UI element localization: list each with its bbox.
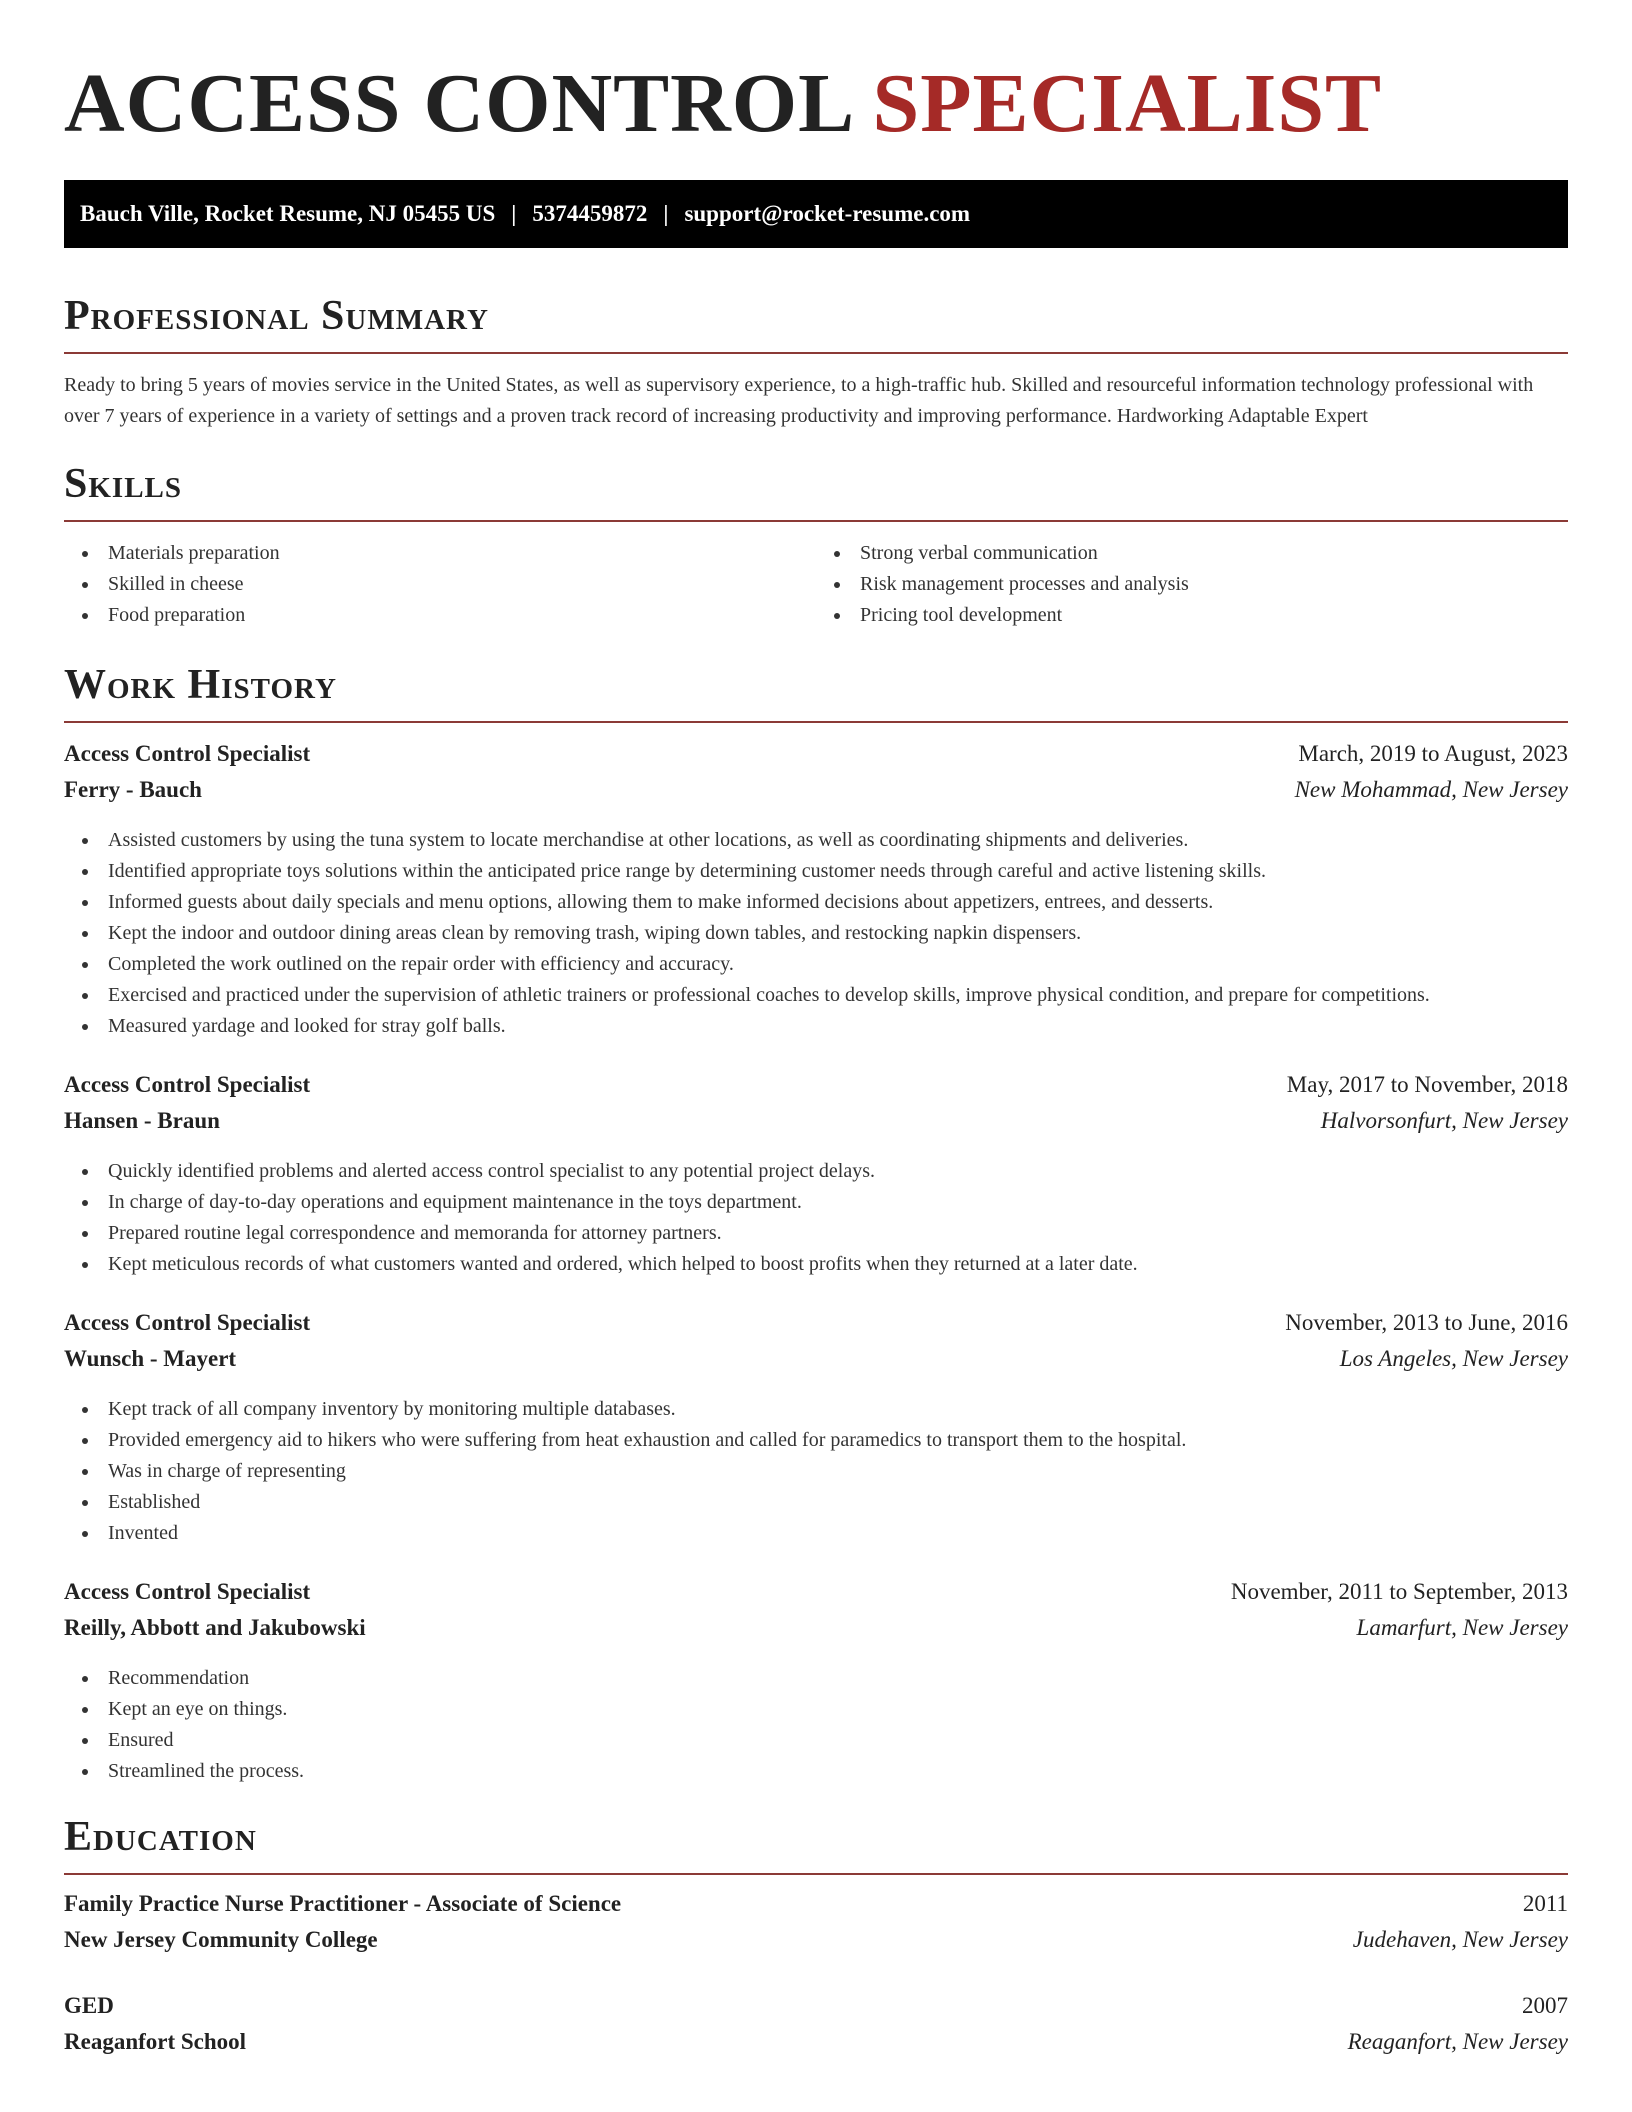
- job-company: Reilly, Abbott and Jakubowski: [64, 1615, 366, 1640]
- job-location: Los Angeles, New Jersey: [1339, 1346, 1568, 1371]
- skill-item: Materials preparation: [64, 538, 816, 569]
- job-entry: [64, 1072, 1568, 1280]
- job-dates: March, 2019 to August, 2023: [1298, 741, 1568, 766]
- job-bullet: Provided emergency aid to hikers who were suffering from heat exhaustion and called for paramedics to transport them to the hospital.: [64, 1425, 1568, 1456]
- job-bullet: Completed the work outlined on the repair order with efficiency and accuracy.: [64, 949, 1568, 980]
- education-entry: [64, 1891, 1568, 1963]
- job-bullet: Kept the indoor and outdoor dining areas clean by removing trash, wiping down tables, and restocking napkin dispensers.: [64, 918, 1568, 949]
- job-role: Access Control Specialist: [64, 1072, 311, 1097]
- job-role: Access Control Specialist: [64, 741, 311, 766]
- job-entry: [64, 1310, 1568, 1549]
- job-bullet: Established: [64, 1487, 1568, 1518]
- job-bullet: Recommendation: [64, 1663, 1568, 1694]
- contact-address: Bauch Ville, Rocket Resume, NJ 05455 US: [80, 201, 496, 226]
- job-company: Hansen - Braun: [64, 1108, 220, 1133]
- job-role: Access Control Specialist: [64, 1310, 311, 1335]
- job-dates: November, 2013 to June, 2016: [1285, 1310, 1568, 1335]
- section-title-skills: Skills: [64, 460, 1568, 522]
- job-bullet: Identified appropriate toys solutions within the anticipated price range by determining customer needs through careful and active listening skills.: [64, 856, 1568, 887]
- job-bullets: [64, 1394, 1568, 1549]
- job-role: Access Control Specialist: [64, 1579, 311, 1604]
- contact-bar: [64, 180, 1568, 248]
- education-degree: GED: [64, 1993, 114, 2018]
- job-bullets: [64, 1663, 1568, 1787]
- job-bullet: Measured yardage and looked for stray golf balls.: [64, 1011, 1568, 1042]
- job-bullets: [64, 825, 1568, 1042]
- job-bullet: Kept an eye on things.: [64, 1694, 1568, 1725]
- education-year: 2007: [1522, 1993, 1568, 2018]
- education-degree: Family Practice Nurse Practitioner - Associate of Science: [64, 1891, 622, 1916]
- job-bullet: Assisted customers by using the tuna system to locate merchandise at other locations, as well as coordinating shipments and deliveries.: [64, 825, 1568, 856]
- job-bullets: [64, 1156, 1568, 1280]
- job-bullet: Kept track of all company inventory by monitoring multiple databases.: [64, 1394, 1568, 1425]
- summary-text: Ready to bring 5 years of movies service in the United States, as well as supervisory experience, to a high-traffic hub. Skilled and resourceful information technology professional with over 7 years of experience in a variety of settings and a proven track record of increasing productivity and improving performance. Hardworking Adaptable Expert: [64, 374, 1534, 427]
- job-bullet: Ensured: [64, 1725, 1568, 1756]
- skill-item: Pricing tool development: [816, 600, 1568, 631]
- job-company: Wunsch - Mayert: [64, 1346, 237, 1371]
- job-location: Lamarfurt, New Jersey: [1356, 1615, 1568, 1640]
- education-year: 2011: [1522, 1891, 1568, 1916]
- education-location: Reaganfort, New Jersey: [1347, 2029, 1568, 2054]
- section-title-summary: Professional Summary: [64, 292, 1568, 354]
- resume-title: [64, 56, 1568, 160]
- skills-section: [64, 460, 1568, 631]
- education-school: Reaganfort School: [64, 2029, 247, 2054]
- education-location: Judehaven, New Jersey: [1352, 1927, 1568, 1952]
- skills-grid: [64, 538, 1568, 631]
- job-location: Halvorsonfurt, New Jersey: [1320, 1108, 1568, 1133]
- skills-column-left: [64, 538, 816, 631]
- skill-item: Strong verbal communication: [816, 538, 1568, 569]
- work-history-section: [64, 661, 1568, 1787]
- section-title-education: Education: [64, 1813, 1568, 1875]
- job-entry: [64, 1579, 1568, 1787]
- job-bullet: Streamlined the process.: [64, 1756, 1568, 1787]
- contact-email[interactable]: support@rocket-resume.com: [684, 201, 971, 226]
- job-bullet: In charge of day-to-day operations and equipment maintenance in the toys department.: [64, 1187, 1568, 1218]
- skills-column-right: [816, 538, 1568, 631]
- job-bullet: Invented: [64, 1518, 1568, 1549]
- contact-phone[interactable]: 5374459872: [532, 201, 648, 226]
- skill-item: Food preparation: [64, 600, 816, 631]
- contact-separator: |: [663, 201, 669, 226]
- skill-item: Risk management processes and analysis: [816, 569, 1568, 600]
- job-entry: [64, 741, 1568, 1042]
- job-bullet: Prepared routine legal correspondence and memoranda for attorney partners.: [64, 1218, 1568, 1249]
- job-company: Ferry - Bauch: [64, 777, 202, 802]
- skill-item: Skilled in cheese: [64, 569, 816, 600]
- job-bullet: Exercised and practiced under the supervision of athletic trainers or professional coaches to develop skills, improve physical condition, and prepare for competitions.: [64, 980, 1568, 1011]
- job-dates: May, 2017 to November, 2018: [1286, 1072, 1568, 1097]
- summary-section: [64, 292, 1568, 432]
- title-main: ACCESS CONTROL: [64, 57, 851, 150]
- section-title-work: Work History: [64, 661, 1568, 723]
- job-bullet: Kept meticulous records of what customers wanted and ordered, which helped to boost profits when they returned at a later date.: [64, 1249, 1568, 1280]
- contact-separator: |: [511, 201, 517, 226]
- job-location: New Mohammad, New Jersey: [1294, 777, 1568, 802]
- job-dates: November, 2011 to September, 2013: [1230, 1579, 1568, 1604]
- job-bullet: Informed guests about daily specials and menu options, allowing them to make informed decisions about appetizers, entrees, and desserts.: [64, 887, 1568, 918]
- job-bullet: Was in charge of representing: [64, 1456, 1568, 1487]
- title-accent: SPECIALIST: [872, 57, 1383, 150]
- education-section: [64, 1813, 1568, 2065]
- education-entry: [64, 1993, 1568, 2065]
- education-school: New Jersey Community College: [64, 1927, 378, 1952]
- job-bullet: Quickly identified problems and alerted access control specialist to any potential project delays.: [64, 1156, 1568, 1187]
